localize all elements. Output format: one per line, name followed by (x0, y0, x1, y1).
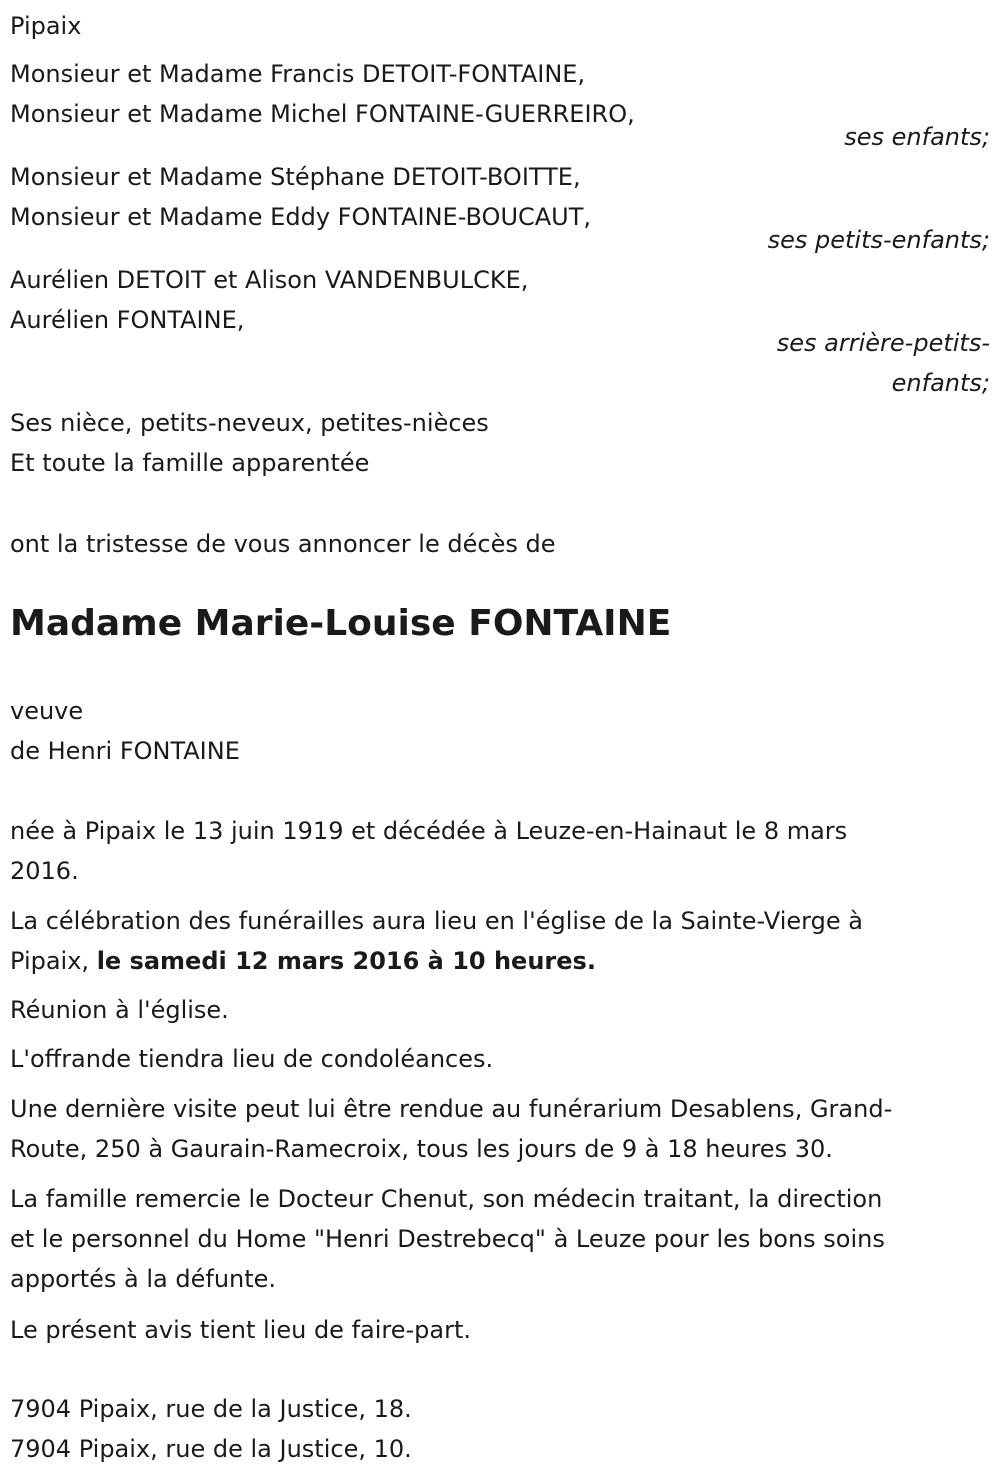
birth-death-line1: née à Pipaix le 13 juin 1919 et décédée à Leuze-en-Hainaut le 8 mars (10, 817, 848, 845)
widow-of-block (10, 691, 990, 771)
grandchildren-relation: ses petits-enfants; (767, 226, 990, 254)
deceased-name: Madame Marie-Louise FONTAINE (10, 603, 672, 644)
great-grandchildren-relation-line1: ses arrière-petits- (776, 329, 990, 357)
thanks-block (10, 1179, 990, 1299)
meeting-text: Réunion à l'église. (10, 996, 229, 1024)
grandchild-name: Monsieur et Madame Eddy FONTAINE-BOUCAUT, (10, 203, 592, 231)
great-grandchild-name: Aurélien DETOIT et Alison VANDENBULCKE, (10, 266, 529, 294)
thanks-line1: La famille remercie le Docteur Chenut, son médecin traitant, la direction (10, 1185, 883, 1213)
extended-family-block (10, 403, 990, 483)
funeral-date-time: le samedi 12 mars 2016 à 10 heures. (96, 947, 596, 975)
funeral-block (10, 901, 990, 981)
birth-death-block (10, 811, 990, 891)
widow-line2: de Henri FONTAINE (10, 737, 240, 765)
address-line: 7904 Pipaix, rue de la Justice, 10. (10, 1435, 412, 1463)
addresses-block (10, 1389, 990, 1469)
offering-text: L'offrande tiendra lieu de condoléances. (10, 1045, 494, 1073)
visit-line1: Une dernière visite peut lui être rendue au funérarium Desablens, Grand- (10, 1095, 893, 1123)
funeral-line2 (10, 941, 990, 981)
widow-line1: veuve (10, 697, 84, 725)
visit-block (10, 1089, 990, 1169)
address-line: 7904 Pipaix, rue de la Justice, 18. (10, 1395, 412, 1423)
extended-family-line: Ses nièce, petits-neveux, petites-nièces (10, 409, 489, 437)
visit-line2: Route, 250 à Gaurain-Ramecroix, tous les jours de 9 à 18 heures 30. (10, 1135, 833, 1163)
notice-text: Le présent avis tient lieu de faire-part. (10, 1316, 472, 1344)
child-name: Monsieur et Madame Francis DETOIT-FONTAINE, (10, 60, 586, 88)
birth-death-line2: 2016. (10, 857, 79, 885)
grandchild-name: Monsieur et Madame Stéphane DETOIT-BOITTE, (10, 163, 581, 191)
great-grandchild-name: Aurélien FONTAINE, (10, 306, 245, 334)
child-name: Monsieur et Madame Michel FONTAINE-GUERREIRO, (10, 100, 635, 128)
children-relation: ses enfants; (844, 123, 990, 151)
great-grandchildren-relation (10, 323, 990, 403)
thanks-line3: apportés à la défunte. (10, 1265, 277, 1293)
extended-family-line: Et toute la famille apparentée (10, 449, 370, 477)
great-grandchildren-relation-line2: enfants; (891, 369, 990, 397)
location-header: Pipaix (10, 12, 82, 40)
funeral-line2-prefix: Pipaix, (10, 947, 97, 975)
announcement-text: ont la tristesse de vous annoncer le décès de (10, 530, 556, 558)
thanks-line2: et le personnel du Home "Henri Destrebecq" à Leuze pour les bons soins (10, 1225, 885, 1253)
funeral-line1: La célébration des funérailles aura lieu en l'église de la Sainte-Vierge à (10, 907, 863, 935)
